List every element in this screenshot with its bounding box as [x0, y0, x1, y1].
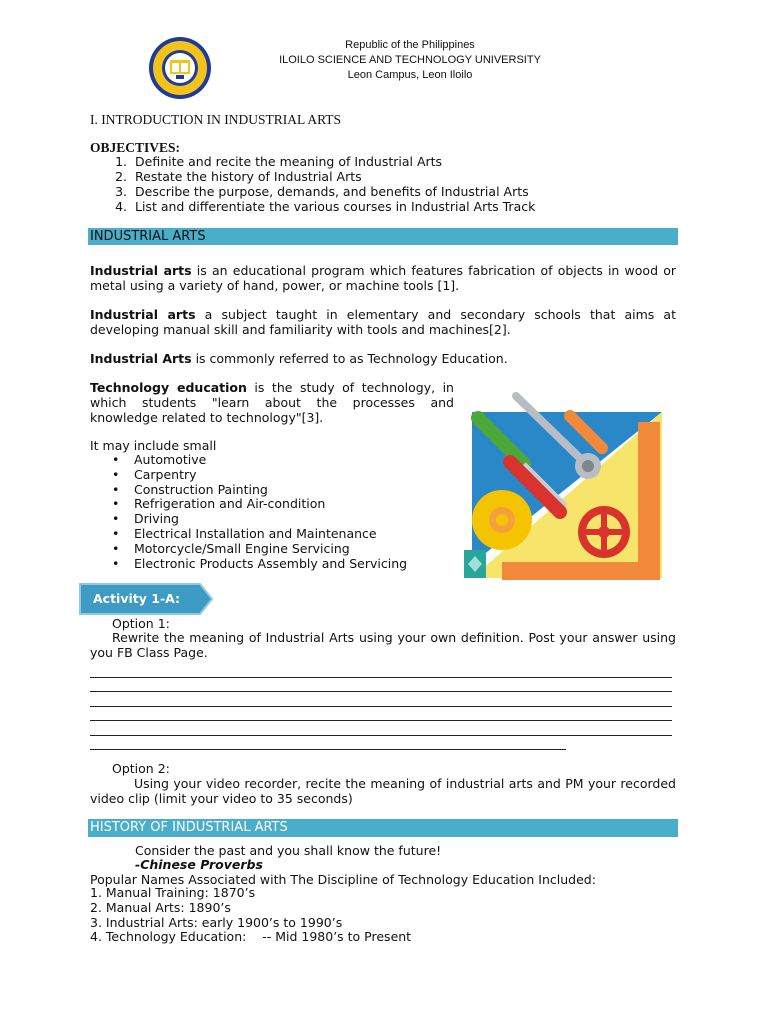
definition-paragraph-1: Industrial arts is an educational program which features fabrication of objects in wood or metal using a variety of hand, power, or machine tools [1]. — [90, 263, 676, 293]
course-item: • Motorcycle/Small Engine Servicing — [112, 540, 350, 556]
document-header — [200, 38, 620, 83]
option2-text: Using your video recorder, recite the meaning of industrial arts and PM your recorded video clip (limit your video to 35 seconds) — [90, 776, 676, 806]
option1-label: Option 1: — [112, 616, 170, 631]
answer-line — [90, 707, 672, 722]
quote-source: -Chinese Proverbs — [135, 857, 263, 872]
answer-line — [90, 721, 672, 736]
technology-education-paragraph: Technology education is the study of technology, in which students "learn about the processes and knowledge related to technology"[3]. — [90, 380, 454, 425]
answer-line — [90, 692, 672, 707]
objective-item: 1. Definite and recite the meaning of Industrial Arts — [115, 154, 443, 169]
history-item: 2. Manual Arts: 1890’s — [90, 899, 231, 915]
answer-lines — [90, 663, 672, 750]
section-title: I. INTRODUCTION IN INDUSTRIAL ARTS — [90, 112, 342, 127]
tools-illustration — [462, 388, 670, 586]
course-item: • Refrigeration and Air-condition — [112, 496, 326, 512]
header-campus: Leon Campus, Leon Iloilo — [347, 69, 473, 81]
header-university: ILOILO SCIENCE AND TECHNOLOGY UNIVERSITY — [279, 54, 541, 66]
objective-item: 3. Describe the purpose, demands, and benefits of Industrial Arts — [115, 184, 529, 199]
industrial-arts-band — [88, 228, 678, 245]
course-item: • Carpentry — [112, 466, 197, 482]
answer-line — [90, 736, 566, 751]
courses-list — [112, 453, 407, 571]
activity-badge — [76, 582, 214, 616]
activity-label: Activity 1-A: — [93, 591, 181, 606]
objective-item: 2. Restate the history of Industrial Arts — [115, 169, 362, 184]
definition-paragraph-3: Industrial Arts is commonly referred to as Technology Education. — [90, 351, 508, 366]
quote-text: Consider the past and you shall know the future! — [135, 843, 442, 858]
course-item: • Automotive — [112, 452, 207, 467]
history-item: 3. Industrial Arts: early 1900’s to 1990’s — [90, 914, 343, 930]
course-item: • Driving — [112, 511, 179, 527]
may-include-text: It may include small — [90, 438, 217, 453]
history-heading: HISTORY OF INDUSTRIAL ARTS — [90, 820, 288, 835]
industrial-arts-heading: INDUSTRIAL ARTS — [90, 229, 206, 244]
course-item: • Electronic Products Assembly and Servicing — [112, 555, 408, 571]
option2-label: Option 2: — [112, 761, 170, 776]
answer-line — [90, 678, 672, 693]
definition-paragraph-2: Industrial arts a subject taught in elementary and secondary schools that aims at developing manual skill and familiarity with tools and machines[2]. — [90, 307, 676, 337]
objective-item: 4. List and differentiate the various courses in Industrial Arts Track — [115, 199, 536, 214]
objectives-list — [90, 154, 690, 214]
history-list — [90, 886, 411, 945]
course-item: • Construction Painting — [112, 481, 268, 497]
option1-text: Rewrite the meaning of Industrial Arts using your own definition. Post your answer using you FB Class Page. — [90, 630, 676, 660]
popular-names-intro: Popular Names Associated with The Discipline of Technology Education Included: — [90, 872, 596, 887]
course-item: • Electrical Installation and Maintenance — [112, 525, 377, 541]
objectives-title: OBJECTIVES: — [90, 140, 181, 155]
answer-line — [90, 663, 672, 678]
history-item: 4. Technology Education: -- Mid 1980’s to Present — [90, 929, 412, 945]
history-band — [88, 819, 678, 837]
history-item: 1. Manual Training: 1870’s — [90, 885, 256, 900]
header-republic: Republic of the Philippines — [345, 39, 475, 51]
